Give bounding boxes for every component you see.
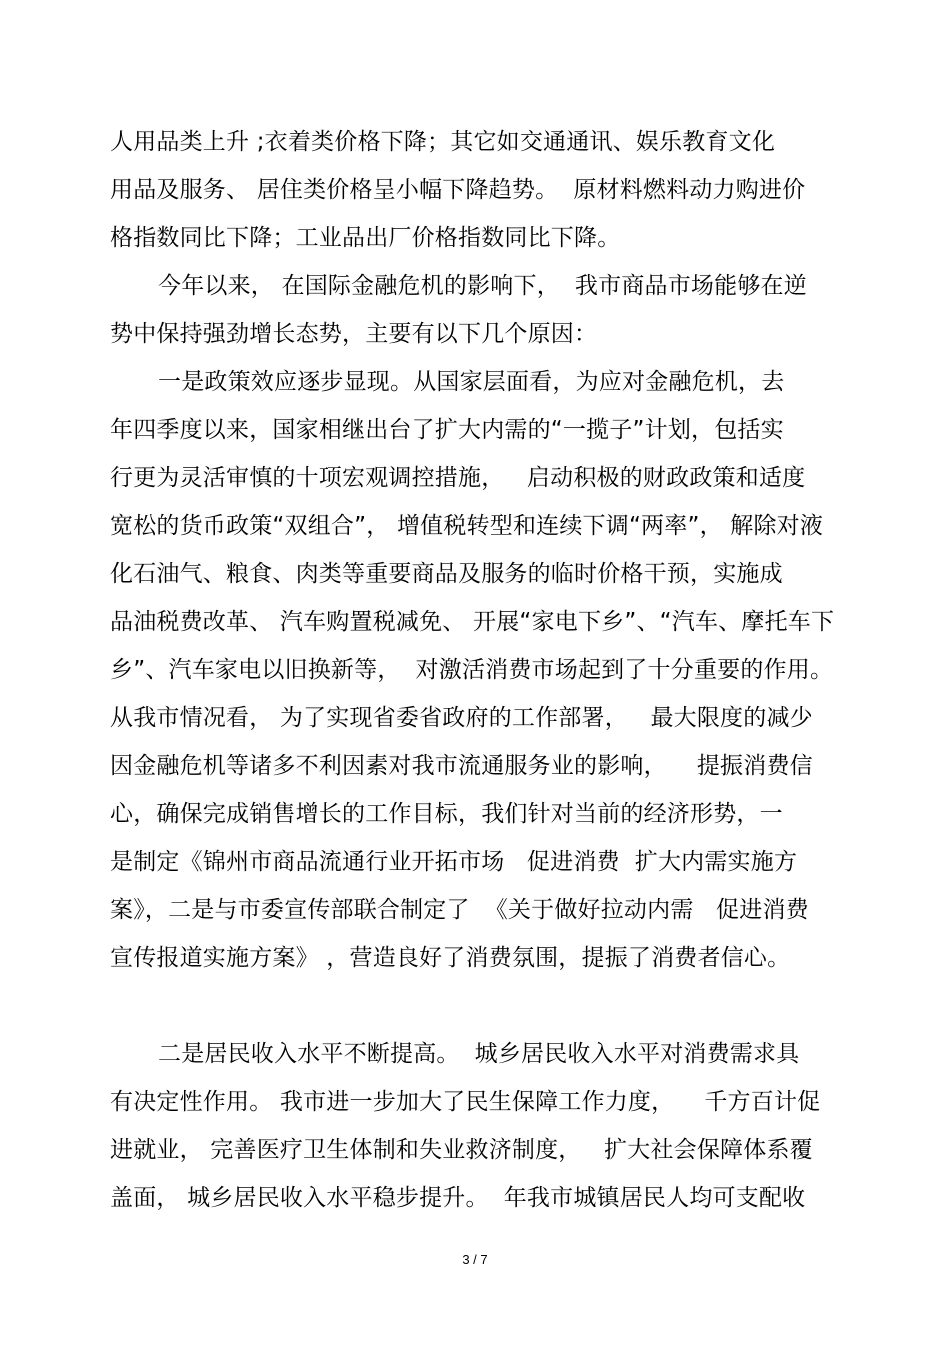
page-number: 3 / 7	[462, 1252, 488, 1267]
text-line: 心，确保完成销售增长的工作目标，我们针对当前的经济形势，一	[110, 801, 783, 827]
text-line: 一是政策效应逐步显现。从国家层面看，为应对金融危机，去	[158, 369, 785, 395]
text-line: 案》，二是与市委宣传部联合制定了 《关于做好拉动内需 促进消费	[110, 897, 809, 923]
text-line: 人用品类上升 ;衣着类价格下降；其它如交通通讯、娱乐教育文化	[110, 129, 776, 155]
text-line: 是制定《锦州市商品流通行业开拓市场 促进消费 扩大内需实施方	[110, 849, 798, 875]
text-line: 行更为灵活审慎的十项宏观调控措施， 启动积极的财政政策和适度	[110, 465, 806, 491]
text-line: 进就业， 完善医疗卫生体制和失业救济制度， 扩大社会保障体系覆	[110, 1137, 813, 1163]
text-line: 因金融危机等诸多不利因素对我市流通服务业的影响， 提振消费信	[110, 753, 813, 779]
text-line: 用品及服务、 居住类价格呈小幅下降趋势。 原材料燃料动力购进价	[110, 177, 806, 203]
text-line: 品油税费改革、 汽车购置税减免、 开展“家电下乡”、“汽车、摩托车下	[110, 609, 835, 635]
text-line: 宣传报道实施方案》 ，营造良好了消费氛围，提振了消费者信心。	[110, 945, 791, 971]
text-line: 宽松的货币政策“双组合”， 增值税转型和连续下调“两率”， 解除对液	[110, 513, 824, 539]
text-line: 从我市情况看， 为了实现省委省政府的工作部署， 最大限度的减少	[110, 705, 813, 731]
text-line: 二是居民收入水平不断提高。 城乡居民收入水平对消费需求具	[158, 1041, 800, 1067]
text-line: 化石油气、粮食、肉类等重要商品及服务的临时价格干预，实施成	[110, 561, 783, 587]
text-line: 盖面， 城乡居民收入水平稳步提升。 年我市城镇居民人均可支配收	[110, 1185, 806, 1211]
text-line: 有决定性作用。 我市进一步加大了民生保障工作力度， 千方百计促	[110, 1089, 821, 1115]
text-line: 今年以来， 在国际金融危机的影响下， 我市商品市场能够在逆	[158, 273, 807, 299]
text-line: 乡”、汽车家电以旧换新等， 对激活消费市场起到了十分重要的作用。	[110, 657, 834, 683]
text-line: 年四季度以来，国家相继出台了扩大内需的“一揽子”计划，包括实	[110, 417, 784, 443]
text-line: 格指数同比下降；工业品出厂价格指数同比下降。	[110, 225, 621, 251]
text-line: 势中保持强劲增长态势，主要有以下几个原因：	[110, 321, 598, 347]
